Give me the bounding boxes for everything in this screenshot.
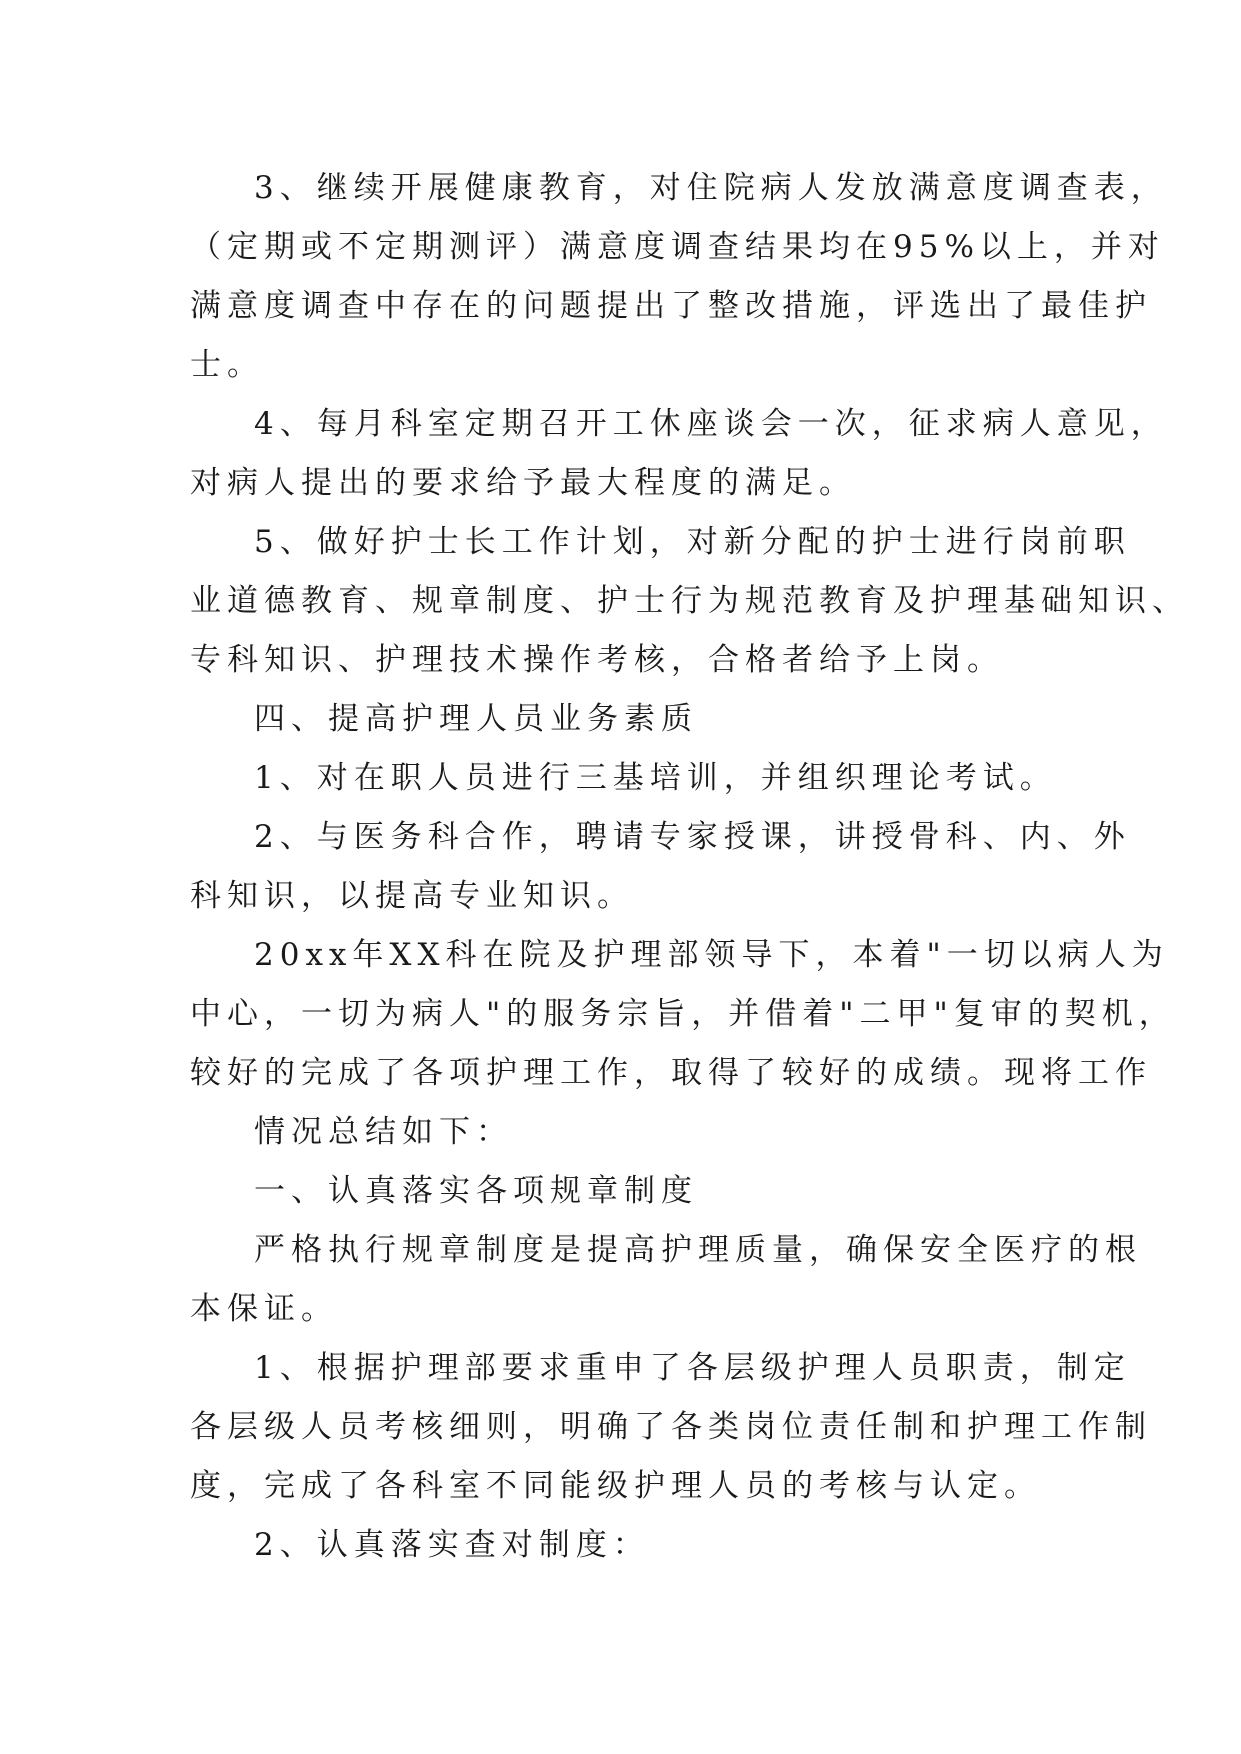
paragraph-line: （定期或不定期测评）满意度调查结果均在95%以上，并对	[190, 229, 1165, 265]
paragraph-line: 中心，一切为病人"的服务宗旨，并借着"二甲"复审的契机，	[190, 996, 1176, 1032]
paragraph-line: 3、继续开展健康教育，对住院病人发放满意度调查表，	[254, 170, 1168, 206]
paragraph-line: 较好的完成了各项护理工作，取得了较好的成绩。现将工作	[190, 1055, 1152, 1091]
paragraph-line: 对病人提出的要求给予最大程度的满足。	[190, 465, 856, 501]
paragraph-line: 严格执行规章制度是提高护理质量，确保安全医疗的根	[254, 1232, 1142, 1268]
paragraph-line: 4、每月科室定期召开工休座谈会一次，征求病人意见，	[254, 406, 1168, 442]
paragraph-line: 业道德教育、规章制度、护士行为规范教育及护理基础知识、	[190, 583, 1189, 619]
section-heading: 一、认真落实各项规章制度	[254, 1173, 698, 1209]
paragraph-line: 满意度调查中存在的问题提出了整改措施，评选出了最佳护	[190, 288, 1152, 324]
paragraph-line: 5、做好护士长工作计划，对新分配的护士进行岗前职	[254, 524, 1131, 560]
paragraph-line: 1、对在职人员进行三基培训，并组织理论考试。	[254, 760, 1057, 796]
paragraph-line: 1、根据护理部要求重申了各层级护理人员职责，制定	[254, 1350, 1131, 1386]
paragraph-line: 专科知识、护理技术操作考核，合格者给予上岗。	[190, 642, 1004, 678]
section-heading: 四、提高护理人员业务素质	[254, 701, 698, 737]
paragraph-line: 情况总结如下：	[254, 1114, 513, 1150]
paragraph-line: 2、认真落实查对制度：	[254, 1527, 650, 1563]
paragraph-line: 各层级人员考核细则，明确了各类岗位责任制和护理工作制	[190, 1409, 1152, 1445]
paragraph-line: 本保证。	[190, 1291, 338, 1327]
paragraph-line: 20xx年XX科在院及护理部领导下，本着"一切以病人为	[254, 937, 1169, 973]
paragraph-line: 科知识，以提高专业知识。	[190, 878, 634, 914]
paragraph-line: 士。	[190, 347, 264, 383]
paragraph-line: 度，完成了各科室不同能级护理人员的考核与认定。	[190, 1468, 1041, 1504]
paragraph-line: 2、与医务科合作，聘请专家授课，讲授骨科、内、外	[254, 819, 1131, 855]
